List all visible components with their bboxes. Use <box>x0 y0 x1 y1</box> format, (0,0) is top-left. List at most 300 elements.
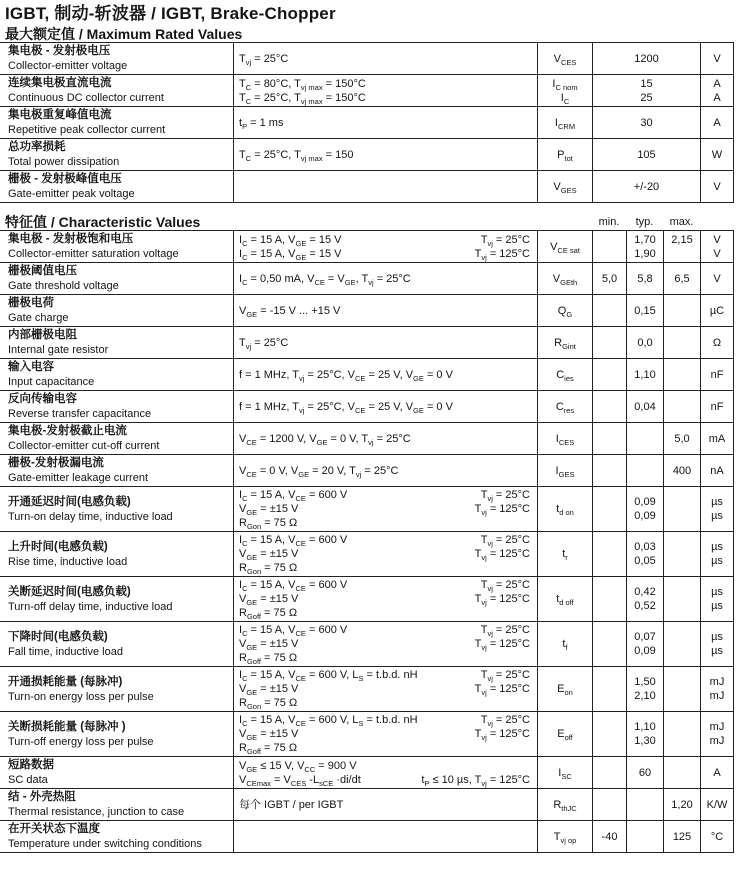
conditions-cell <box>233 667 537 711</box>
conditions-cell <box>233 107 537 138</box>
symbol-cell <box>537 622 592 666</box>
page-title: IGBT, 制动-斩波器 / IGBT, Brake-Chopper <box>5 4 336 23</box>
value-line: $I_{CRM}$ <box>554 116 576 131</box>
row-label-zh: 集电极重复峰值电流 <box>8 109 112 121</box>
max-cell <box>663 263 700 294</box>
table-row <box>0 820 734 852</box>
value-line: 0,07 <box>634 631 656 643</box>
condition-left: $V_{CE} = 0$ V, $V_{GE} = 20$ V, $T_{vj} = 25^\circ C$ <box>239 464 399 479</box>
value-line: mJ <box>709 735 725 747</box>
condition-line <box>239 336 530 350</box>
symbol-cell <box>537 295 592 326</box>
max-cell <box>663 712 700 756</box>
value-line: $C_{ies}$ <box>556 368 574 383</box>
condition-right: $T_{vj} = 125^\circ C$ <box>474 683 530 698</box>
symbol-cell <box>537 327 592 358</box>
value-line: $t_{d on}$ <box>556 503 574 518</box>
description-cell <box>0 295 233 326</box>
row-label-zh: 栅极电荷 <box>8 297 54 309</box>
condition-left: $I_C = 0,50$ mA, $V_{CE} = V_{GE}$, $T_{vj} = 25^\circ C$ <box>239 272 411 287</box>
unit-cell <box>700 712 734 756</box>
condition-left: $I_C = 15$ A, $V_{GE} = 15$ V <box>239 233 342 248</box>
description-cell <box>0 75 233 106</box>
row-label-en: Fall time, inductive load <box>8 645 123 658</box>
condition-left: $I_C = 15$ A, $V_{CE} = 600$ V <box>239 534 348 549</box>
condition-line <box>239 578 530 592</box>
row-label-en: Turn-off delay time, inductive load <box>8 600 173 613</box>
value-line: 0,04 <box>634 400 656 413</box>
row-label-zh: 开通损耗能量 (每脉冲) <box>8 675 123 688</box>
symbol-cell <box>537 107 592 138</box>
condition-left: $T_C = 25^\circ C$, $T_{vj max} = 150^\circ C$ <box>239 91 366 106</box>
typ-cell <box>626 789 663 820</box>
unit-cell <box>700 487 734 531</box>
max-cell <box>663 327 700 358</box>
description-cell <box>0 821 233 852</box>
condition-right: $T_{vj} = 25^\circ C$ <box>480 624 530 639</box>
symbol-cell <box>537 359 592 390</box>
symbol-cell <box>537 577 592 621</box>
description-cell <box>0 391 233 422</box>
symbol-cell <box>537 391 592 422</box>
value-line: µs <box>711 510 723 522</box>
value-line: $I_{GES}$ <box>555 464 575 479</box>
conditions-cell <box>233 487 537 531</box>
min-cell <box>592 757 626 788</box>
row-label-zh: 集电极-发射极截止电流 <box>8 425 127 437</box>
table-row <box>0 486 734 531</box>
row-label-en: Thermal resistance, junction to case <box>8 806 185 818</box>
description-cell <box>0 577 233 621</box>
conditions-cell <box>233 622 537 666</box>
condition-left: f = 1 MHz, $T_{vj} = 25^\circ C$, $V_{CE} = 25$ V, $V_{GE} = 0$ V <box>239 368 453 383</box>
value-line: 5,0 <box>601 272 618 285</box>
value-line: 1,20 <box>671 798 693 811</box>
row-label-zh: 结 - 外壳热阻 <box>8 791 76 803</box>
unit-cell <box>700 757 734 788</box>
description-cell <box>0 139 233 170</box>
value-line: nF <box>710 368 724 381</box>
max-cell <box>663 667 700 711</box>
unit-cell <box>700 231 734 262</box>
condition-left: $T_C = 25^\circ C$, $T_{vj max} = 150$ <box>239 148 354 163</box>
row-label-zh: 栅极-发射极漏电流 <box>8 457 104 469</box>
row-label-en: Continuous DC collector current <box>8 92 164 104</box>
conditions-cell <box>233 327 537 358</box>
value-line: 0,09 <box>634 510 656 522</box>
description-cell <box>0 622 233 666</box>
value-line: mA <box>708 432 726 445</box>
table-row <box>0 262 734 294</box>
value-line: µs <box>711 645 723 657</box>
symbol-cell <box>537 139 592 170</box>
condition-line <box>239 798 530 812</box>
condition-right: $T_{vj} = 25^\circ C$ <box>480 489 530 504</box>
max-cell <box>663 789 700 820</box>
row-label-en: Internal gate resistor <box>8 344 109 356</box>
min-cell <box>592 263 626 294</box>
condition-line <box>239 727 530 741</box>
condition-right: $T_{vj} = 125^\circ C$ <box>474 548 530 563</box>
max-cell <box>663 231 700 262</box>
value-line: $I_{C nom}$ <box>552 77 578 92</box>
row-label-en: Rise time, inductive load <box>8 555 128 568</box>
value-line: 0,05 <box>634 555 656 567</box>
datasheet-page <box>0 4 739 853</box>
value-line: $P_{tot}$ <box>557 148 573 163</box>
min-cell <box>592 712 626 756</box>
conditions-cell <box>233 577 537 621</box>
value-line: 0,09 <box>634 645 656 657</box>
unit-cell <box>700 455 734 486</box>
value-line: $t_f$ <box>562 638 568 653</box>
condition-line <box>239 91 530 105</box>
condition-right: $T_{vj} = 25^\circ C$ <box>480 579 530 594</box>
condition-left: $V_{GE} = -15$ V ... +15 V <box>239 304 341 319</box>
symbol-cell <box>537 789 592 820</box>
min-cell <box>592 821 626 852</box>
condition-left: $R_{Goff} = 75$ Ω <box>239 607 298 621</box>
row-label-en: Turn-on delay time, inductive load <box>8 510 173 523</box>
row-label-zh: 短路数据 <box>8 759 54 771</box>
condition-left: $I_C = 15$ A, $V_{CE} = 600$ V, $L_S = t.b.d$. nH <box>239 714 418 729</box>
description-cell <box>0 263 233 294</box>
conditions-cell <box>233 359 537 390</box>
symbol-cell <box>537 712 592 756</box>
value-line: 0,15 <box>634 304 656 317</box>
table-row <box>0 621 734 666</box>
max-cell <box>663 295 700 326</box>
condition-line <box>239 52 530 66</box>
row-label-zh: 栅极阈值电压 <box>8 265 77 277</box>
condition-line <box>239 713 530 727</box>
condition-left: $V_{GE} = \pm 15$ V <box>239 728 299 743</box>
table-row <box>0 138 734 170</box>
value-line: 400 <box>672 464 692 477</box>
row-label-en: Turn-off energy loss per pulse <box>8 735 154 748</box>
value-line: $R_{thJC}$ <box>553 798 577 813</box>
symbol-cell <box>537 455 592 486</box>
condition-left: $R_{Gon} = 75$ Ω <box>239 517 298 531</box>
value-cell <box>592 75 700 106</box>
row-label-zh: 集电极 - 发射极饱和电压 <box>8 233 134 245</box>
value-line: mJ <box>709 690 725 702</box>
value-line: V <box>713 180 721 193</box>
value-line: nF <box>710 400 724 413</box>
typ-cell <box>626 757 663 788</box>
condition-line <box>239 637 530 651</box>
row-label-en: Reverse transfer capacitance <box>8 408 152 420</box>
typ-cell <box>626 487 663 531</box>
typ-cell <box>626 391 663 422</box>
section-heading-characteristic <box>0 214 739 230</box>
table-row <box>0 294 734 326</box>
max-cell <box>663 532 700 576</box>
condition-left: $t_P = 1$ ms <box>239 116 284 131</box>
conditions-cell <box>233 139 537 170</box>
conditions-cell <box>233 391 537 422</box>
value-line: °C <box>710 830 724 843</box>
table-row <box>0 358 734 390</box>
min-cell <box>592 359 626 390</box>
conditions-cell <box>233 455 537 486</box>
condition-left: $I_C = 15$ A, $V_{CE} = 600$ V <box>239 489 348 504</box>
condition-left: $R_{Gon} = 75$ Ω <box>239 562 298 576</box>
value-line: 0,42 <box>634 586 656 598</box>
value-line: 1200 <box>634 52 659 65</box>
row-label-en: Collector-emitter cut-off current <box>8 440 160 452</box>
typ-cell <box>626 532 663 576</box>
table-row <box>0 756 734 788</box>
value-line: µs <box>711 496 723 508</box>
description-cell <box>0 107 233 138</box>
table-row <box>0 666 734 711</box>
value-line: 0,0 <box>637 336 653 349</box>
table-row <box>0 74 734 106</box>
symbol-cell <box>537 423 592 454</box>
value-line: 5,8 <box>637 272 653 285</box>
value-line: 125 <box>672 830 692 843</box>
min-cell <box>592 455 626 486</box>
max-rated-section-title: 最大额定值 / Maximum Rated Values <box>5 26 243 42</box>
condition-left: $R_{Gon} = 75$ Ω <box>239 697 298 711</box>
table-row <box>0 390 734 422</box>
condition-left: $T_{vj} = 25^\circ C$ <box>239 52 289 67</box>
value-line: $V_{GES}$ <box>553 180 577 195</box>
value-line: A <box>713 91 721 104</box>
min-cell <box>592 577 626 621</box>
condition-left: $V_{GE} \le 15$ V, $V_{CC} = 900$ V <box>239 759 357 774</box>
max-cell <box>663 577 700 621</box>
condition-right: $T_{vj} = 125^\circ C$ <box>474 638 530 653</box>
condition-line <box>239 651 530 665</box>
value-line <box>667 247 697 261</box>
condition-line <box>239 368 530 382</box>
table-row <box>0 326 734 358</box>
description-cell <box>0 423 233 454</box>
row-label-zh: 输入电容 <box>8 361 54 373</box>
column-header-typ: typ. <box>635 216 654 228</box>
value-line: 6,5 <box>674 272 690 285</box>
row-label-en: Gate-emitter peak voltage <box>8 188 135 200</box>
unit-cell <box>700 532 734 576</box>
condition-line <box>239 623 530 637</box>
description-cell <box>0 789 233 820</box>
condition-left: $V_{CEmax} = V_{CES}$ $-L_{sCE} \cdot di/dt$ <box>239 773 361 788</box>
value-line: µs <box>711 600 723 612</box>
typ-cell <box>626 327 663 358</box>
conditions-cell <box>233 171 537 202</box>
condition-right: $T_{vj} = 125^\circ C$ <box>474 503 530 518</box>
row-label-en: Temperature under switching conditions <box>8 838 202 850</box>
condition-right: $T_{vj} = 25^\circ C$ <box>480 669 530 684</box>
table-row <box>0 711 734 756</box>
unit-cell <box>700 821 734 852</box>
unit-cell <box>700 789 734 820</box>
typ-cell <box>626 622 663 666</box>
condition-left: $V_{GE} = \pm 15$ V <box>239 593 299 608</box>
condition-line <box>239 432 530 446</box>
value-line: 15 <box>640 77 653 90</box>
condition-right: $T_{vj} = 125^\circ C$ <box>474 593 530 608</box>
value-line: $I_{SC}$ <box>558 766 572 781</box>
conditions-cell <box>233 75 537 106</box>
max-cell <box>663 391 700 422</box>
condition-left: $V_{CE} = 1200$ V, $V_{GE} = 0$ V, $T_{vj} = 25^\circ C$ <box>239 432 411 447</box>
min-cell <box>592 423 626 454</box>
conditions-cell <box>233 532 537 576</box>
value-line: $I_C$ <box>560 91 570 106</box>
min-cell <box>592 327 626 358</box>
section-heading-max-rated <box>0 26 739 42</box>
unit-cell <box>700 107 734 138</box>
description-cell <box>0 455 233 486</box>
row-label-zh: 总功率损耗 <box>8 141 66 153</box>
description-cell <box>0 712 233 756</box>
value-line: V <box>713 52 721 65</box>
row-label-en: Gate charge <box>8 312 69 324</box>
typ-cell <box>626 667 663 711</box>
conditions-cell <box>233 231 537 262</box>
table-row <box>0 42 734 74</box>
value-cell <box>592 43 700 74</box>
condition-left: $V_{GE} = \pm 15$ V <box>239 503 299 518</box>
value-line: $V_{GEth}$ <box>552 272 578 287</box>
condition-right: $T_{vj} = 25^\circ C$ <box>480 714 530 729</box>
condition-line <box>239 233 530 247</box>
condition-left: $I_C = 15$ A, $V_{CE} = 600$ V <box>239 624 348 639</box>
row-label-zh: 关断延迟时间(电感负载) <box>8 585 131 598</box>
row-label-en: Gate-emitter leakage current <box>8 472 149 484</box>
value-line: 2,10 <box>634 690 656 702</box>
value-cell <box>592 171 700 202</box>
value-line: K/W <box>706 798 728 811</box>
condition-left: 每个 IGBT / per IGBT <box>239 798 344 811</box>
conditions-cell <box>233 757 537 788</box>
unit-cell <box>700 139 734 170</box>
condition-right: $t_P \le 10$ µs, $T_{vj} = 125^\circ C$ <box>421 773 530 788</box>
condition-line <box>239 502 530 516</box>
min-cell <box>592 667 626 711</box>
typ-cell <box>626 263 663 294</box>
value-line: µs <box>711 555 723 567</box>
value-line: 0,03 <box>634 541 656 553</box>
symbol-cell <box>537 532 592 576</box>
condition-left: $V_{GE} = \pm 15$ V <box>239 548 299 563</box>
symbol-cell <box>537 487 592 531</box>
value-line: A <box>713 766 721 779</box>
value-line: $V_{CES}$ <box>553 52 577 67</box>
table-row <box>0 106 734 138</box>
value-line: 1,90 <box>634 247 656 260</box>
condition-line <box>239 488 530 502</box>
value-line: $t_r$ <box>562 548 568 563</box>
min-cell <box>592 622 626 666</box>
value-line: $V_{CE sat}$ <box>550 240 580 255</box>
table-row <box>0 422 734 454</box>
conditions-cell <box>233 712 537 756</box>
value-cell <box>592 107 700 138</box>
condition-left: $I_C = 15$ A, $V_{CE} = 600$ V, $L_S = t.b.d$. nH <box>239 669 418 684</box>
value-line: 60 <box>638 766 652 779</box>
value-line: 30 <box>640 116 653 129</box>
symbol-cell <box>537 757 592 788</box>
value-line: µs <box>711 631 723 643</box>
min-cell <box>592 295 626 326</box>
symbol-cell <box>537 171 592 202</box>
condition-line <box>239 759 530 773</box>
condition-right: $T_{vj} = 25^\circ C$ <box>480 233 530 248</box>
row-label-zh: 下降时间(电感负载) <box>8 630 108 643</box>
row-label-zh: 内部栅极电阻 <box>8 329 77 341</box>
value-line: $Q_G$ <box>557 304 573 319</box>
conditions-cell <box>233 821 537 852</box>
value-line: nA <box>710 464 724 477</box>
table-row <box>0 454 734 486</box>
condition-left: $T_C = 80^\circ C$, $T_{vj max} = 150^\circ C$ <box>239 77 366 92</box>
conditions-cell <box>233 789 537 820</box>
value-line: $T_{vj op}$ <box>553 830 577 845</box>
value-line: µC <box>709 304 725 317</box>
condition-line <box>239 696 530 710</box>
max-cell <box>663 487 700 531</box>
symbol-cell <box>537 821 592 852</box>
condition-right: $T_{vj} = 125^\circ C$ <box>474 247 530 262</box>
value-line: $R_{Gint}$ <box>554 336 576 351</box>
description-cell <box>0 532 233 576</box>
typ-cell <box>626 231 663 262</box>
unit-cell <box>700 577 734 621</box>
value-line: 1,70 <box>634 233 656 246</box>
row-label-en: Repetitive peak collector current <box>8 124 166 136</box>
value-line: 2,15 <box>671 233 693 246</box>
column-header-max: max. <box>669 216 694 228</box>
description-cell <box>0 231 233 262</box>
unit-cell <box>700 359 734 390</box>
row-label-en: Collector-emitter saturation voltage <box>8 248 179 260</box>
value-line: $t_{d off}$ <box>556 593 574 608</box>
row-label-zh: 栅极 - 发射极峰值电压 <box>8 173 122 185</box>
row-label-zh: 上升时间(电感负载) <box>8 540 108 553</box>
value-line: $E_{off}$ <box>557 728 573 743</box>
table-row <box>0 576 734 621</box>
table-row <box>0 788 734 820</box>
min-cell <box>592 487 626 531</box>
unit-cell <box>700 327 734 358</box>
max-cell <box>663 622 700 666</box>
description-cell <box>0 667 233 711</box>
condition-line <box>239 516 530 530</box>
condition-line <box>239 606 530 620</box>
unit-cell <box>700 667 734 711</box>
value-line: +/-20 <box>633 180 660 193</box>
unit-cell <box>700 391 734 422</box>
typ-cell <box>626 577 663 621</box>
conditions-cell <box>233 263 537 294</box>
value-line: µs <box>711 541 723 553</box>
max-cell <box>663 455 700 486</box>
description-cell <box>0 757 233 788</box>
row-label-en: Total power dissipation <box>8 156 120 168</box>
condition-line <box>239 247 530 261</box>
value-line: V <box>713 247 721 260</box>
condition-left: $V_{GE} = \pm 15$ V <box>239 683 299 698</box>
value-line: $E_{on}$ <box>557 683 573 698</box>
value-line: Ω <box>712 336 722 349</box>
typ-cell <box>626 423 663 454</box>
unit-cell <box>700 423 734 454</box>
value-cell <box>592 139 700 170</box>
